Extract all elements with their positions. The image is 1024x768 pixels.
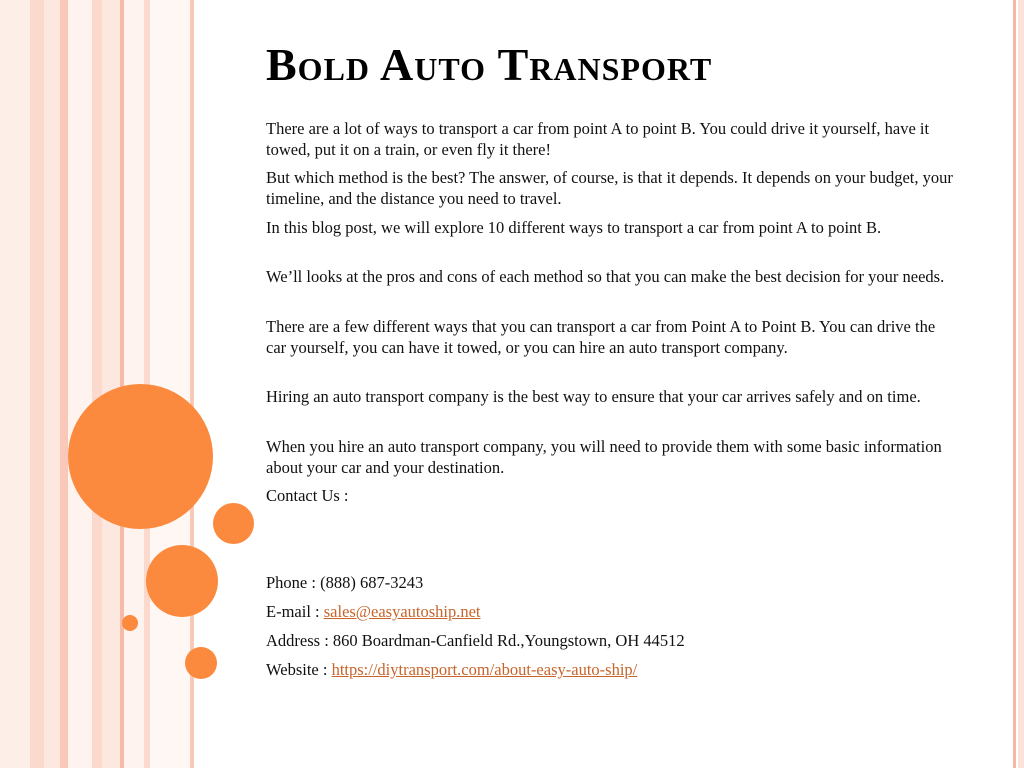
contact-phone (266, 572, 956, 593)
page-title: Bold Auto Transport (266, 39, 713, 90)
stripe (92, 0, 102, 768)
paragraph-blog-post: In this blog post, we will explore 10 different ways to transport a car from point A to point B. (266, 218, 882, 237)
stripe (44, 0, 60, 768)
phone-label: Phone : (266, 573, 321, 592)
phone-value: (888) 687-3243 (320, 573, 424, 592)
stripe (0, 0, 30, 768)
paragraph-intro: There are a lot of ways to transport a car from point A to point B. You could drive it yourself, have it towed, put it on a train, or even fly it there! (266, 119, 930, 159)
paragraph-info: When you hire an auto transport company, you will need to provide them with some basic information about your car and your destination. (266, 437, 942, 477)
email-link[interactable]: sales@easyautoship.net (323, 602, 481, 621)
stripe (150, 0, 190, 768)
stripe (30, 0, 44, 768)
contact-heading: Contact Us : (266, 486, 349, 505)
decorative-stripes (0, 0, 200, 768)
decorative-circle-tiny (122, 615, 138, 631)
website-link[interactable]: https://diytransport.com/about-easy-auto-ship/ (331, 660, 638, 679)
paragraph-ways: There are a few different ways that you can transport a car from Point A to Point B. You can drive the car yourself, you can have it towed, or you can hire an auto transport company. (266, 317, 936, 357)
paragraph-pros-cons: We’ll looks at the pros and cons of each method so that you can make the best decision for your needs. (266, 267, 945, 286)
paragraph-which-method: But which method is the best? The answer, of course, is that it depends. It depends on your budget, your timeline, and the distance you need to travel. (266, 168, 953, 208)
decorative-circle-small-2 (185, 647, 217, 679)
right-border (1018, 0, 1024, 768)
contact-email (266, 601, 956, 622)
address-label: Address : (266, 631, 333, 650)
paragraph-hiring: Hiring an auto transport company is the best way to ensure that your car arrives safely and on time. (266, 387, 921, 406)
decorative-circle-small (213, 503, 254, 544)
address-value: 860 Boardman-Canfield Rd.,Youngstown, OH 44512 (332, 631, 685, 650)
decorative-circle-large (68, 384, 213, 529)
stripe (102, 0, 120, 768)
stripe (60, 0, 68, 768)
right-border-line (1013, 0, 1016, 768)
stripe (68, 0, 92, 768)
decorative-circle-medium (146, 545, 218, 617)
website-label: Website : (266, 660, 332, 679)
email-label: E-mail : (266, 602, 324, 621)
contact-address (266, 630, 956, 651)
contact-website (266, 659, 956, 680)
